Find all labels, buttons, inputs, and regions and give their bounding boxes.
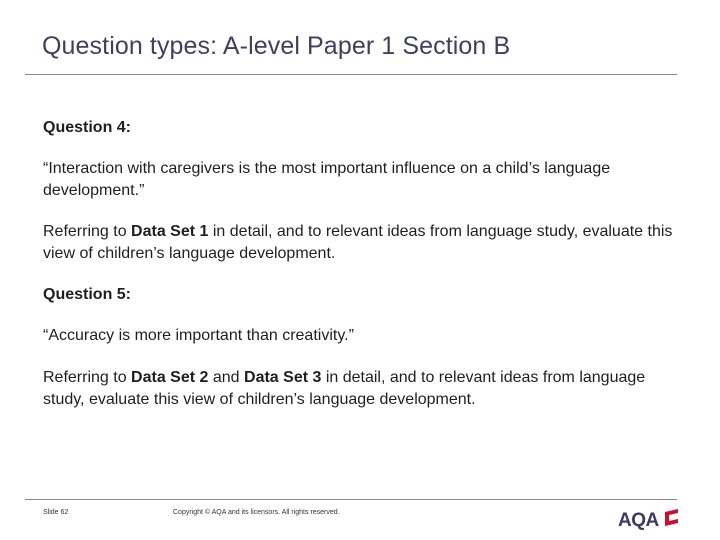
question-5-heading: Question 5:	[43, 286, 132, 303]
aqa-logo-text: AQA	[618, 510, 659, 530]
question-5-data-set-2: Data Set 2	[131, 369, 209, 386]
question-5-quote: “Accuracy is more important than creativity.”	[43, 327, 354, 344]
footer-divider	[25, 499, 677, 500]
question-4-instruction-pre: Referring to	[43, 223, 132, 240]
slide-title: Question types: A-level Paper 1 Section B	[42, 32, 511, 60]
question-5-instruction-pre: Referring to	[43, 369, 132, 386]
title-divider	[25, 74, 677, 75]
question-5-instruction-mid: and	[208, 369, 245, 386]
question-5-data-set-3: Data Set 3	[244, 369, 322, 386]
question-4-data-set-1: Data Set 1	[131, 223, 209, 240]
question-5-instruction	[43, 367, 673, 411]
question-4-instruction-post: in detail, and to relevant ideas from language study, evaluate this view of children’s language development.	[43, 223, 673, 262]
question-4-heading: Question 4:	[43, 119, 132, 136]
question-5-instruction-post: in detail, and to relevant ideas from language study, evaluate this view of children’s language development.	[43, 369, 646, 408]
question-4-instruction	[43, 221, 673, 265]
question-4-quote: “Interaction with caregivers is the most important influence on a child’s language development.”	[43, 160, 611, 199]
slide-content	[43, 117, 673, 411]
slide-number: Slide 62	[43, 509, 69, 516]
aqa-logo	[617, 506, 681, 530]
copyright-notice: Copyright © AQA and its licensors. All rights reserved.	[173, 509, 340, 516]
aqa-logo-accent-icon	[665, 509, 678, 526]
